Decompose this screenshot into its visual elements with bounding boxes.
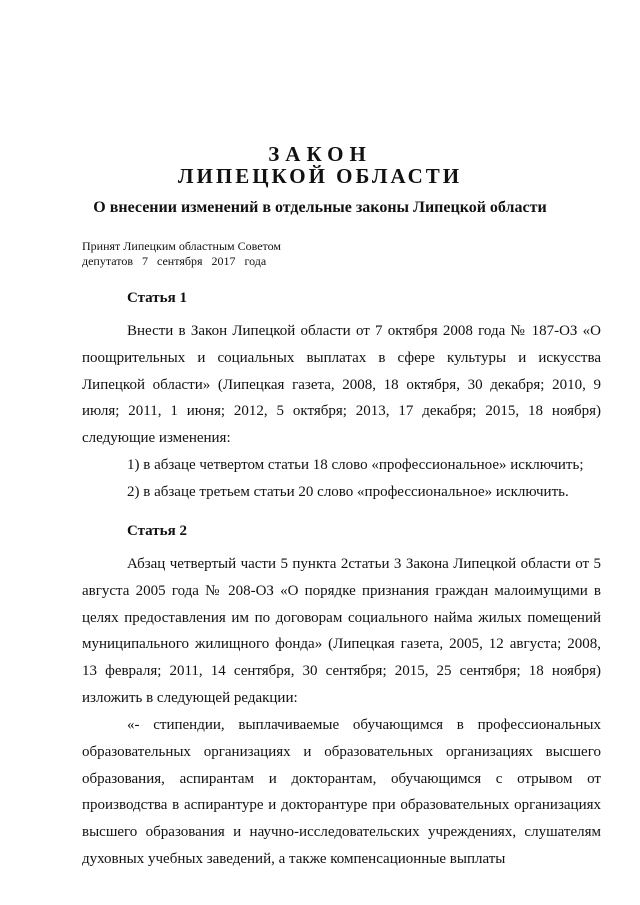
adoption-line-1: Принят Липецким областным Советом [82, 239, 281, 253]
article-1-paragraph: Внести в Закон Липецкой области от 7 октября 2008 года № 187-ОЗ «О поощрительных и социальных выплатах в сфере культуры и искусства Липецкой области» (Липецкая газета, 2008, 18 октября, 30 декабря; 2010, 9 июля; 2011, 1 июня; 2012, 5 октября; 2013, 17 декабря; 2015, 18 ноября) следующие изменения: [82, 323, 601, 447]
law-title: ЗАКОН [268, 142, 372, 166]
law-subtitle: О внесении изменений в отдельные законы Липецкой области [93, 199, 547, 216]
adoption-note [82, 239, 281, 269]
article-2-quote: «- стипендии, выплачиваемые обучающимся в профессиональных образовательных организациях и образовательных организациях высшего образования, аспирантам и докторантам, обучающимся с отрывом от производства в аспирантуре и докторантуре при образовательных организациях высшего образования и научно-исследовательских учреждениях, слушателям духовных учебных заведений, а также компенсационные выплаты [82, 717, 601, 867]
article-2-paragraph: Абзац четвертый части 5 пункта 2статьи 3 Закона Липецкой области от 5 августа 2005 года № 208-ОЗ «О порядке признания граждан малоимущими в целях предоставления им по договорам социального найма жилых помещений муниципального жилищного фонда» (Липецкая газета, 2005, 12 августа; 2008, 13 февраля; 2011, 14 сентября, 30 сентября; 2015, 25 сентября; 18 ноября) изложить в следующей редакции: [82, 556, 601, 706]
law-region-title: ЛИПЕЦКОЙ ОБЛАСТИ [177, 164, 463, 188]
article-1-item-2: 2) в абзаце третьем статьи 20 слово «профессиональное» исключить. [127, 484, 569, 500]
article-1-item-1: 1) в абзаце четвертом статьи 18 слово «профессиональное» исключить; [127, 457, 584, 473]
article-2-heading: Статья 2 [127, 523, 187, 539]
adoption-line-2: депутатов 7 сентября 2017 года [82, 254, 267, 268]
article-1-heading: Статья 1 [127, 290, 187, 306]
